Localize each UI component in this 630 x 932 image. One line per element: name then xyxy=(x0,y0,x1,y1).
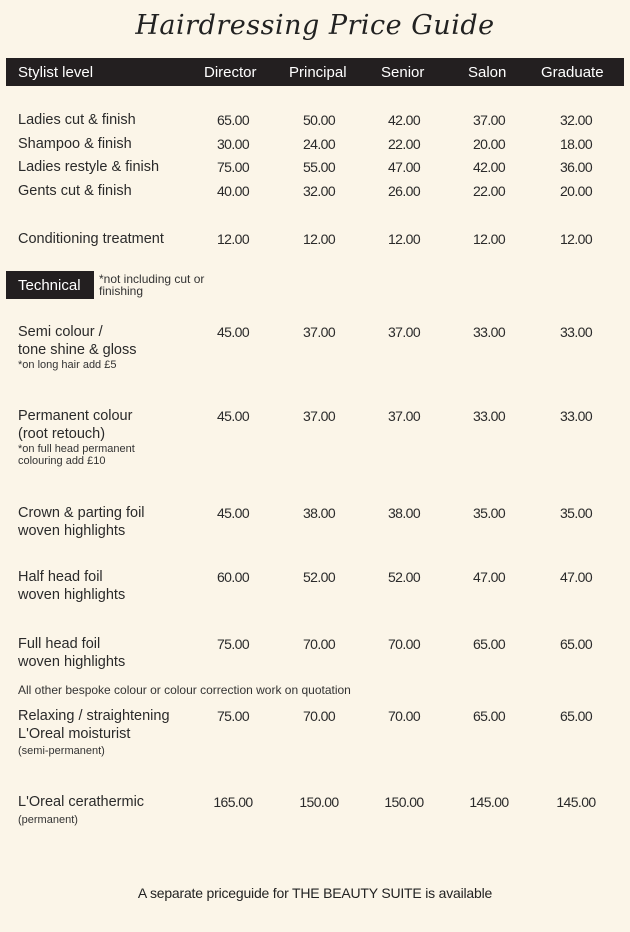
page-title: Hairdressing Price Guide xyxy=(135,10,495,41)
service-label xyxy=(18,407,168,467)
price-director: 65.00 xyxy=(216,112,250,128)
service-line-2: L'Oreal moisturist xyxy=(18,726,131,742)
price-graduate: 47.00 xyxy=(559,569,593,585)
price-principal: 12.00 xyxy=(302,231,336,247)
price-principal: 24.00 xyxy=(302,136,336,152)
price-salon: 20.00 xyxy=(472,136,506,152)
service-label: Ladies cut & finish xyxy=(18,112,136,128)
service-line-2: woven highlights xyxy=(18,587,126,603)
level-salon: Salon xyxy=(468,64,507,81)
service-label xyxy=(18,635,125,671)
price-senior: 22.00 xyxy=(387,136,421,152)
service-line-1: Half head foil xyxy=(18,569,103,585)
service-label: Conditioning treatment xyxy=(18,231,164,247)
price-principal: 37.00 xyxy=(302,408,336,424)
service-label: Shampoo & finish xyxy=(18,136,132,152)
service-label xyxy=(18,568,125,604)
price-senior: 47.00 xyxy=(387,159,421,175)
price-senior: 37.00 xyxy=(387,408,421,424)
price-principal: 32.00 xyxy=(302,183,336,199)
price-director: 45.00 xyxy=(216,408,250,424)
price-salon: 22.00 xyxy=(472,183,506,199)
price-senior: 38.00 xyxy=(387,505,421,521)
stylist-level-label: Stylist level xyxy=(18,64,94,81)
price-principal: 52.00 xyxy=(302,569,336,585)
price-salon: 35.00 xyxy=(472,505,506,521)
price-principal: 55.00 xyxy=(302,159,336,175)
price-director: 75.00 xyxy=(216,159,250,175)
price-director: 75.00 xyxy=(216,636,250,652)
price-senior: 37.00 xyxy=(387,324,421,340)
price-director: 12.00 xyxy=(216,231,250,247)
service-line-1: Permanent colour xyxy=(18,408,133,424)
price-director: 60.00 xyxy=(216,569,250,585)
price-principal: 150.00 xyxy=(299,794,339,810)
price-principal: 70.00 xyxy=(302,708,336,724)
service-note: (semi-permanent) xyxy=(18,745,105,757)
price-director: 75.00 xyxy=(216,708,250,724)
footer-note: A separate priceguide for THE BEAUTY SUITE is available xyxy=(137,885,493,901)
price-graduate: 20.00 xyxy=(559,183,593,199)
level-principal: Principal xyxy=(289,64,347,81)
service-line-2: woven highlights xyxy=(18,523,126,539)
service-line-1: L'Oreal cerathermic xyxy=(18,794,145,810)
price-principal: 50.00 xyxy=(302,112,336,128)
price-director: 45.00 xyxy=(216,505,250,521)
price-principal: 70.00 xyxy=(302,636,336,652)
price-graduate: 65.00 xyxy=(559,636,593,652)
price-senior: 70.00 xyxy=(387,636,421,652)
price-graduate: 32.00 xyxy=(559,112,593,128)
service-label xyxy=(18,323,137,371)
service-label xyxy=(18,707,170,757)
price-salon: 33.00 xyxy=(472,324,506,340)
bespoke-note: All other bespoke colour or colour correction work on quotation xyxy=(18,683,351,697)
price-graduate: 33.00 xyxy=(559,408,593,424)
service-line-1: Relaxing / straightening xyxy=(18,708,170,724)
price-principal: 38.00 xyxy=(302,505,336,521)
service-line-1: Semi colour / xyxy=(18,324,103,340)
price-graduate: 36.00 xyxy=(559,159,593,175)
price-graduate: 33.00 xyxy=(559,324,593,340)
price-senior: 52.00 xyxy=(387,569,421,585)
service-line-1: Full head foil xyxy=(18,636,101,652)
price-senior: 70.00 xyxy=(387,708,421,724)
service-note: *on long hair add £5 xyxy=(18,359,117,371)
price-graduate: 18.00 xyxy=(559,136,593,152)
price-director: 30.00 xyxy=(216,136,250,152)
header-bar xyxy=(6,58,624,86)
price-senior: 12.00 xyxy=(387,231,421,247)
price-salon: 47.00 xyxy=(472,569,506,585)
price-graduate: 35.00 xyxy=(559,505,593,521)
technical-note: *not including cut or finishing xyxy=(99,272,205,298)
level-director: Director xyxy=(204,64,257,81)
price-graduate: 12.00 xyxy=(559,231,593,247)
price-salon: 33.00 xyxy=(472,408,506,424)
service-note: *on full head permanent colouring add £10 xyxy=(18,443,135,467)
level-graduate: Graduate xyxy=(541,64,604,81)
price-salon: 12.00 xyxy=(472,231,506,247)
service-label xyxy=(18,504,145,540)
price-salon: 65.00 xyxy=(472,636,506,652)
price-senior: 150.00 xyxy=(384,794,424,810)
level-senior: Senior xyxy=(381,64,425,81)
price-senior: 26.00 xyxy=(387,183,421,199)
service-line-2: (root retouch) xyxy=(18,426,106,442)
service-line-2: tone shine & gloss xyxy=(18,342,137,358)
service-label: Ladies restyle & finish xyxy=(18,159,160,175)
price-salon: 65.00 xyxy=(472,708,506,724)
price-salon: 145.00 xyxy=(469,794,509,810)
service-line-1: Crown & parting foil xyxy=(18,505,145,521)
technical-section-header: Technical xyxy=(6,271,94,299)
price-principal: 37.00 xyxy=(302,324,336,340)
price-graduate: 145.00 xyxy=(556,794,596,810)
price-director: 165.00 xyxy=(213,794,253,810)
price-director: 40.00 xyxy=(216,183,250,199)
price-senior: 42.00 xyxy=(387,112,421,128)
service-line-2: woven highlights xyxy=(18,654,126,670)
price-director: 45.00 xyxy=(216,324,250,340)
price-salon: 42.00 xyxy=(472,159,506,175)
service-label xyxy=(18,793,144,826)
price-graduate: 65.00 xyxy=(559,708,593,724)
service-note: (permanent) xyxy=(18,814,78,826)
service-label: Gents cut & finish xyxy=(18,183,132,199)
price-salon: 37.00 xyxy=(472,112,506,128)
